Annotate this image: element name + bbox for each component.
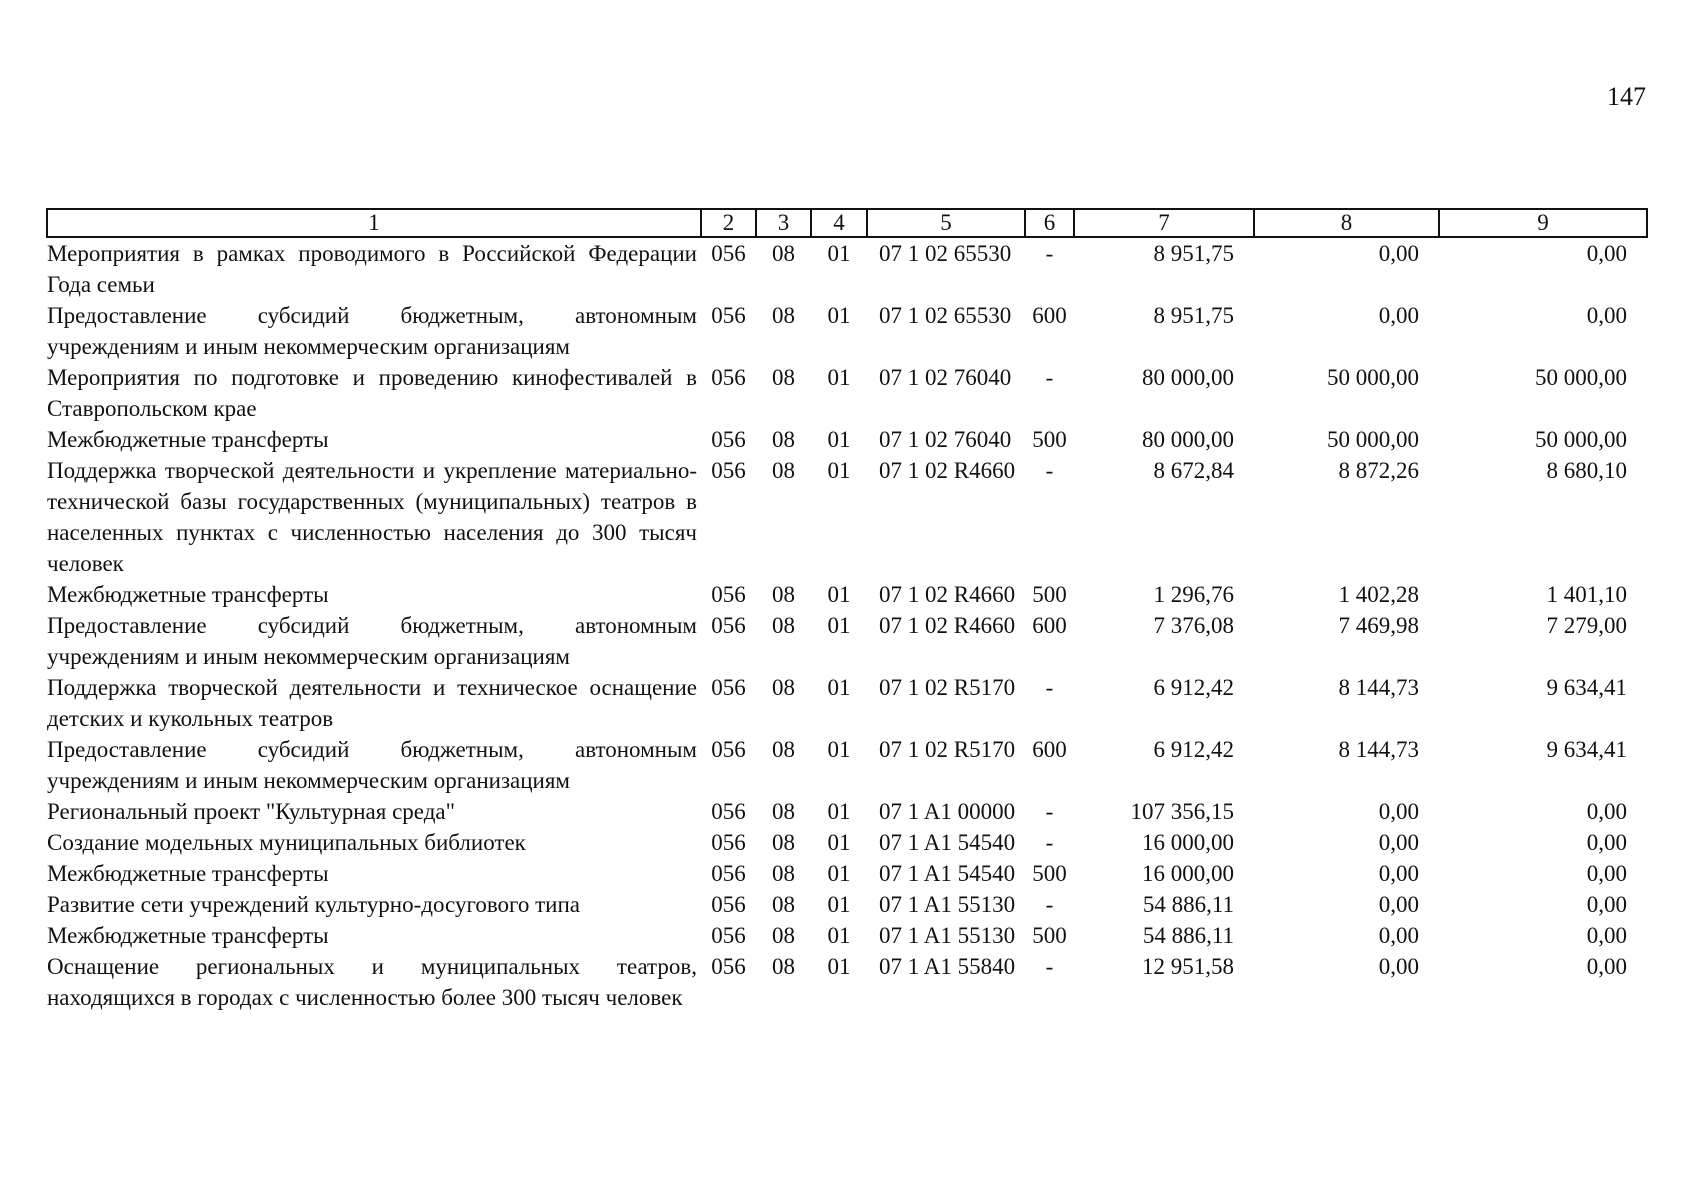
target-article: 07 1 02 76040 (879, 365, 1012, 390)
row-name: Межбюджетные трансферты (47, 427, 329, 452)
expense-type: - (1045, 241, 1054, 266)
table-row (47, 237, 1647, 300)
amount-col8: 0,00 (1378, 303, 1419, 328)
subsection-code: 08 (772, 737, 795, 762)
row-name: Поддержка творческой деятельности и укрепление материально-технической базы государственных (муниципальных) театров в населенных пунктах с численностью населения до 300 тысяч человек (47, 458, 697, 576)
target-article: 07 1 02 R4660 (879, 582, 1016, 607)
subsubsection-code: 01 (827, 737, 851, 762)
subsubsection-code: 01 (827, 675, 851, 700)
amount-col8: 8 144,73 (1338, 675, 1419, 700)
target-article: 07 1 A1 54540 (879, 861, 1016, 886)
section-code: 056 (711, 241, 746, 266)
amount-col7: 8 951,75 (1153, 303, 1234, 328)
subsection-code: 08 (772, 799, 795, 824)
amount-col7: 54 886,11 (1142, 892, 1234, 917)
amount-col8: 50 000,00 (1327, 427, 1419, 452)
amount-col8: 7 469,98 (1338, 613, 1419, 638)
table-row (47, 610, 1647, 672)
table-row (47, 920, 1647, 951)
subsection-code: 08 (772, 892, 795, 917)
subsection-code: 08 (772, 613, 795, 638)
amount-col9: 9 634,41 (1546, 737, 1627, 762)
subsection-code: 08 (772, 923, 795, 948)
subsubsection-code: 01 (827, 303, 851, 328)
subsection-code: 08 (772, 861, 795, 886)
column-header: 7 (1074, 209, 1254, 237)
subsection-code: 08 (772, 427, 795, 452)
target-article: 07 1 02 R5170 (879, 675, 1016, 700)
row-name: Оснащение региональных и муниципальных театров, находящихся в городах с численностью более 300 тысяч человек (47, 954, 697, 1010)
subsubsection-code: 01 (827, 954, 851, 979)
amount-col8: 0,00 (1378, 954, 1419, 979)
column-header: 9 (1439, 209, 1647, 237)
target-article: 07 1 02 76040 (879, 427, 1012, 452)
amount-col8: 0,00 (1378, 861, 1419, 886)
amount-col9: 0,00 (1586, 303, 1627, 328)
table-row (47, 858, 1647, 889)
amount-col7: 54 886,11 (1142, 923, 1234, 948)
table-body (47, 237, 1647, 1013)
amount-col8: 8 144,73 (1338, 737, 1419, 762)
target-article: 07 1 02 R5170 (879, 737, 1016, 762)
column-header: 6 (1025, 209, 1074, 237)
subsubsection-code: 01 (827, 923, 851, 948)
amount-col9: 0,00 (1586, 830, 1627, 855)
amount-col7: 107 356,15 (1130, 799, 1234, 824)
expense-type: - (1045, 675, 1054, 700)
amount-col8: 8 872,26 (1338, 458, 1419, 483)
column-number-row (47, 209, 1647, 237)
row-name: Поддержка творческой деятельности и техническое оснащение детских и кукольных театров (47, 675, 697, 731)
subsubsection-code: 01 (827, 582, 851, 607)
target-article: 07 1 A1 00000 (879, 799, 1016, 824)
row-name: Региональный проект "Культурная среда" (47, 799, 456, 824)
column-header: 5 (867, 209, 1025, 237)
amount-col8: 0,00 (1378, 799, 1419, 824)
expense-type: - (1045, 799, 1054, 824)
subsubsection-code: 01 (827, 830, 851, 855)
subsubsection-code: 01 (827, 613, 851, 638)
section-code: 056 (711, 892, 746, 917)
subsection-code: 08 (772, 303, 795, 328)
subsection-code: 08 (772, 365, 795, 390)
expense-type: - (1045, 365, 1054, 390)
row-name: Предоставление субсидий бюджетным, автономным учреждениям и иным некоммерческим организациям (47, 303, 697, 359)
amount-col9: 50 000,00 (1535, 427, 1627, 452)
amount-col8: 0,00 (1378, 241, 1419, 266)
amount-col8: 0,00 (1378, 923, 1419, 948)
section-code: 056 (711, 303, 746, 328)
amount-col9: 0,00 (1586, 241, 1627, 266)
amount-col7: 12 951,58 (1142, 954, 1234, 979)
target-article: 07 1 02 65530 (879, 241, 1012, 266)
amount-col9: 8 680,10 (1546, 458, 1627, 483)
expense-type: 600 (1032, 737, 1067, 762)
subsection-code: 08 (772, 830, 795, 855)
amount-col7: 16 000,00 (1142, 830, 1234, 855)
expense-type: - (1045, 458, 1054, 483)
table-row (47, 579, 1647, 610)
section-code: 056 (711, 799, 746, 824)
column-header: 8 (1254, 209, 1439, 237)
section-code: 056 (711, 861, 746, 886)
amount-col9: 0,00 (1586, 861, 1627, 886)
row-name: Межбюджетные трансферты (47, 923, 329, 948)
subsection-code: 08 (772, 582, 795, 607)
amount-col8: 0,00 (1378, 892, 1419, 917)
expense-type: 600 (1032, 613, 1067, 638)
column-header: 2 (701, 209, 756, 237)
expense-type: 600 (1032, 303, 1067, 328)
amount-col9: 1 401,10 (1546, 582, 1627, 607)
expense-type: - (1045, 830, 1054, 855)
section-code: 056 (711, 365, 746, 390)
target-article: 07 1 02 R4660 (879, 613, 1016, 638)
section-code: 056 (711, 737, 746, 762)
amount-col7: 80 000,00 (1142, 365, 1234, 390)
table-row (47, 951, 1647, 1013)
subsubsection-code: 01 (827, 799, 851, 824)
section-code: 056 (711, 458, 746, 483)
section-code: 056 (711, 830, 746, 855)
amount-col9: 9 634,41 (1546, 675, 1627, 700)
amount-col9: 50 000,00 (1535, 365, 1627, 390)
subsection-code: 08 (772, 675, 795, 700)
row-name: Предоставление субсидий бюджетным, автономным учреждениям и иным некоммерческим организациям (47, 613, 697, 669)
amount-col9: 0,00 (1586, 892, 1627, 917)
amount-col7: 8 672,84 (1153, 458, 1234, 483)
amount-col7: 80 000,00 (1142, 427, 1234, 452)
row-name: Создание модельных муниципальных библиотек (47, 830, 526, 855)
table-row (47, 455, 1647, 579)
section-code: 056 (711, 954, 746, 979)
target-article: 07 1 A1 54540 (879, 830, 1016, 855)
column-header: 4 (811, 209, 867, 237)
expense-type: 500 (1032, 923, 1067, 948)
target-article: 07 1 02 R4660 (879, 458, 1016, 483)
section-code: 056 (711, 675, 746, 700)
section-code: 056 (711, 923, 746, 948)
page-number: 147 (1607, 82, 1646, 111)
amount-col9: 0,00 (1586, 799, 1627, 824)
amount-col7: 6 912,42 (1153, 675, 1234, 700)
section-code: 056 (711, 613, 746, 638)
amount-col7: 8 951,75 (1153, 241, 1234, 266)
section-code: 056 (711, 427, 746, 452)
table-row (47, 362, 1647, 424)
column-header: 1 (47, 209, 701, 237)
expense-type: 500 (1032, 427, 1067, 452)
amount-col9: 7 279,00 (1546, 613, 1627, 638)
amount-col7: 6 912,42 (1153, 737, 1234, 762)
row-name: Межбюджетные трансферты (47, 582, 329, 607)
subsubsection-code: 01 (827, 365, 851, 390)
amount-col9: 0,00 (1586, 954, 1627, 979)
section-code: 056 (711, 582, 746, 607)
subsubsection-code: 01 (827, 427, 851, 452)
amount-col8: 0,00 (1378, 830, 1419, 855)
table-row (47, 424, 1647, 455)
table-row (47, 796, 1647, 827)
expense-type: - (1045, 892, 1054, 917)
table-row (47, 889, 1647, 920)
expense-type: 500 (1032, 861, 1067, 886)
expense-type: 500 (1032, 582, 1067, 607)
amount-col7: 16 000,00 (1142, 861, 1234, 886)
subsubsection-code: 01 (827, 458, 851, 483)
target-article: 07 1 A1 55840 (879, 954, 1016, 979)
row-name: Межбюджетные трансферты (47, 861, 329, 886)
subsubsection-code: 01 (827, 861, 851, 886)
row-name: Мероприятия по подготовке и проведению кинофестивалей в Ставропольском крае (47, 365, 697, 421)
table-row (47, 827, 1647, 858)
row-name: Предоставление субсидий бюджетным, автономным учреждениям и иным некоммерческим организациям (47, 737, 697, 793)
subsection-code: 08 (772, 954, 795, 979)
table-row (47, 672, 1647, 734)
column-header: 3 (756, 209, 811, 237)
amount-col8: 1 402,28 (1338, 582, 1419, 607)
amount-col7: 7 376,08 (1153, 613, 1234, 638)
table-row (47, 734, 1647, 796)
row-name: Развитие сети учреждений культурно-досугового типа (47, 892, 581, 917)
budget-table (46, 208, 1648, 1013)
subsubsection-code: 01 (827, 241, 851, 266)
target-article: 07 1 02 65530 (879, 303, 1012, 328)
subsection-code: 08 (772, 241, 795, 266)
subsection-code: 08 (772, 458, 795, 483)
amount-col8: 50 000,00 (1327, 365, 1419, 390)
amount-col9: 0,00 (1586, 923, 1627, 948)
target-article: 07 1 A1 55130 (879, 923, 1016, 948)
row-name: Мероприятия в рамках проводимого в Российской Федерации Года семьи (47, 241, 697, 297)
table-row (47, 300, 1647, 362)
target-article: 07 1 A1 55130 (879, 892, 1016, 917)
expense-type: - (1045, 954, 1054, 979)
amount-col7: 1 296,76 (1153, 582, 1234, 607)
subsubsection-code: 01 (827, 892, 851, 917)
